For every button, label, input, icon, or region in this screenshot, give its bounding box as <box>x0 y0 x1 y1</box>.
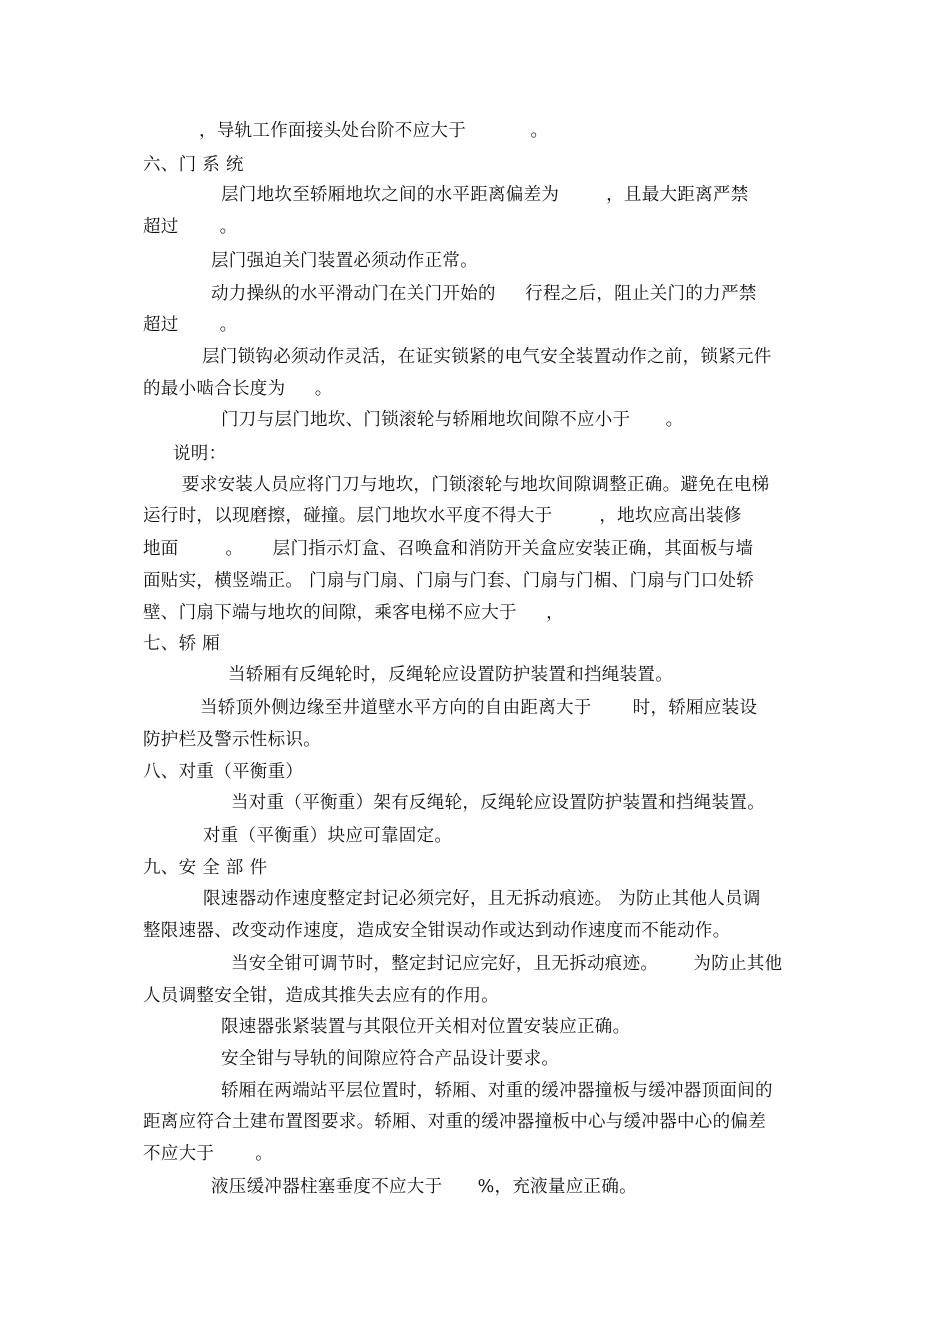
car-top-guard-line: 当轿顶外侧边缘至井道壁水平方向的自由距离大于 时，轿厢应装设 <box>200 698 758 718</box>
governor-seal-line: 限速器动作速度整定封记必须完好，且无拆动痕迹。 为防止其他人员调 <box>203 889 761 909</box>
safety-gear-seal-line: 当安全钳可调节时，整定封记应完好，且无拆动痕迹。 为防止其他 <box>231 954 783 974</box>
section-heading-safety-parts: 九、安 全 部 件 <box>143 858 268 878</box>
safety-gear-gap-line: 安全钳与导轨的间隙应符合产品设计要求。 <box>221 1049 560 1069</box>
note-line-4: 面贴实，横竖端正。 门扇与门扇、门扇与门套、门扇与门楣、门扇与门口处轿 <box>143 571 755 591</box>
door-lock-hook-line: 层门锁钩必须动作灵活，在证实锁紧的电气安全装置动作之前，锁紧元件 <box>202 347 772 367</box>
buffer-distance-line: 轿厢在两端站平层位置时，轿厢、对重的缓冲器撞板与缓冲器顶面间的 <box>221 1081 773 1101</box>
guide-rail-joint-line: ，导轨工作面接头处台阶不应大于 。 <box>199 121 549 141</box>
counterweight-block-line: 对重（平衡重）块应可靠固定。 <box>203 826 453 846</box>
section-heading-car: 七、轿 厢 <box>143 634 221 654</box>
car-rope-pulley-line: 当轿厢有反绳轮时，反绳轮应设置防护装置和挡绳装置。 <box>228 665 673 685</box>
note-line-5: 壁、门扇下端与地坎的间隙，乘客电梯不应大于 ， <box>143 603 564 623</box>
door-sill-distance-line-cont: 超过 。 <box>143 217 238 237</box>
buffer-distance-line-2: 距离应符合土建布置图要求。轿厢、对重的缓冲器撞板中心与缓冲器中心的偏差 <box>143 1112 766 1132</box>
door-sill-distance-line: 层门地坎至轿厢地坎之间的水平距离偏差为 ，且最大距离严禁 <box>221 185 749 205</box>
car-top-guard-line-cont: 防护栏及警示性标识。 <box>143 730 321 750</box>
note-line-1: 要求安装人员应将门刀与地坎，门锁滚轮与地坎间隙调整正确。避免在电梯 <box>182 475 770 495</box>
hydraulic-buffer-line: 液压缓冲器柱塞垂度不应大于 %，充液量应正确。 <box>211 1177 637 1197</box>
buffer-distance-line-3: 不应大于 。 <box>143 1144 274 1164</box>
section-heading-counterweight: 八、对重（平衡重） <box>143 762 304 782</box>
note-label: 说明： <box>173 444 227 464</box>
governor-seal-line-cont: 整限速器、改变动作速度，造成安全钳误动作或达到动作速度而不能动作。 <box>143 921 731 941</box>
power-door-force-line: 动力操纵的水平滑动门在关门开始的 行程之后，阻止关门的力严禁 <box>211 284 757 304</box>
door-lock-hook-line-cont: 的最小啮合长度为 。 <box>143 379 333 399</box>
section-heading-door-system: 六、门 系 统 <box>143 155 244 175</box>
power-door-force-line-cont: 超过 。 <box>143 315 238 335</box>
note-line-2: 运行时，以现磨擦，碰撞。层门地坎水平度不得大于 ，地坎应高出装修 <box>143 506 742 526</box>
counterweight-pulley-line: 当对重（平衡重）架有反绳轮，反绳轮应设置防护装置和挡绳装置。 <box>231 793 765 813</box>
forced-close-line: 层门强迫关门装置必须动作正常。 <box>211 251 478 271</box>
tension-device-line: 限速器张紧装置与其限位开关相对位置安装应正确。 <box>221 1017 631 1037</box>
note-line-3: 地面 。 层门指示灯盒、召唤盒和消防开关盒应安装正确，其面板与墙 <box>143 539 754 559</box>
safety-gear-seal-line-cont: 人员调整安全钳，造成其推失去应有的作用。 <box>143 986 499 1006</box>
door-knife-gap-line: 门刀与层门地坎、门锁滚轮与轿厢地坎间隙不应小于 。 <box>221 410 684 430</box>
